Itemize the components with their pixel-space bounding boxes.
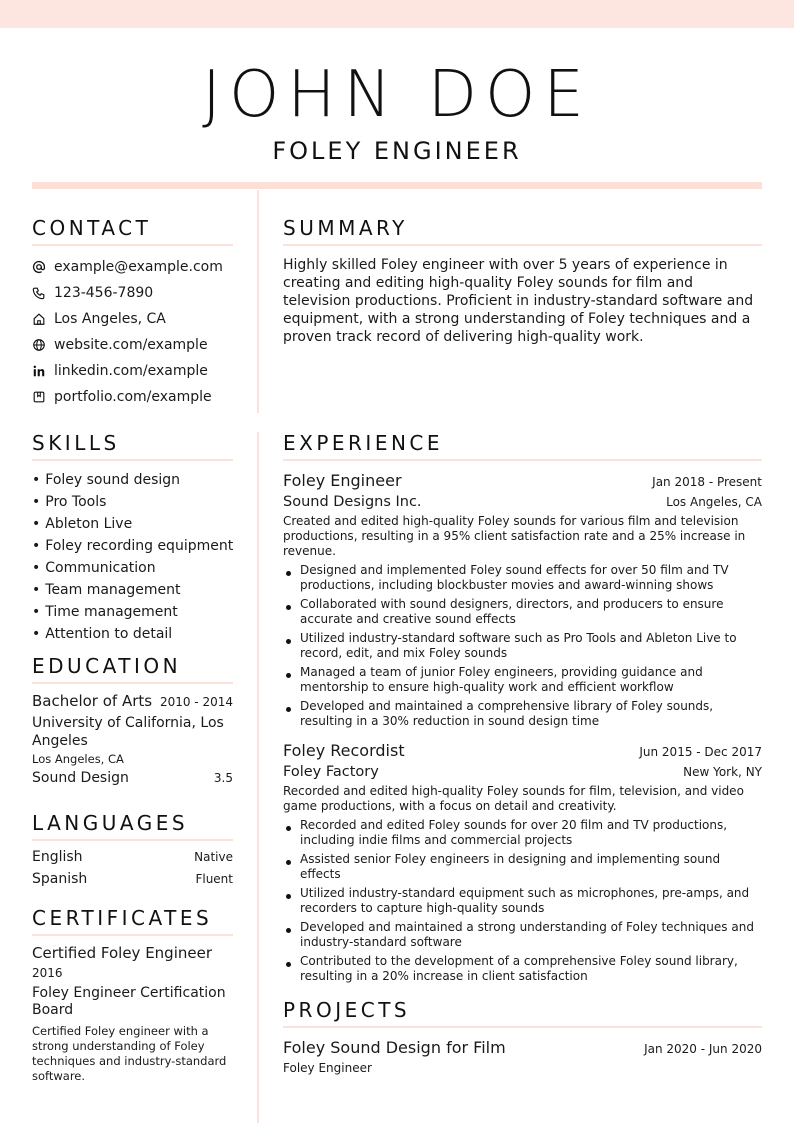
summary-section [283, 216, 762, 346]
education-section [32, 654, 233, 786]
certificates-section [32, 906, 233, 1084]
language-level: Fluent [195, 872, 233, 886]
job-bullet: Managed a team of junior Foley engineers, providing guidance and mentorship to ensure high-quality work and efficient workflow [283, 665, 762, 695]
skill-item: • Time management [32, 601, 233, 623]
job-bullet: Assisted senior Foley engineers in designing and implementing sound effects [283, 852, 762, 882]
column-divider-bottom [257, 432, 259, 1123]
project-dates: Jan 2020 - Jun 2020 [644, 1042, 762, 1056]
language-level: Native [194, 850, 233, 864]
experience-heading: EXPERIENCE [283, 431, 762, 461]
at-icon [32, 260, 46, 274]
contact-location [32, 306, 233, 332]
job-title: Foley Engineer [283, 471, 402, 490]
top-accent-band [0, 0, 794, 28]
phone-icon [32, 286, 46, 300]
experience-section [283, 431, 762, 988]
contact-linkedin-text: linkedin.com/example [54, 363, 208, 379]
contact-email[interactable] [32, 254, 233, 280]
certificates-heading: CERTIFICATES [32, 906, 233, 936]
skills-section [32, 431, 233, 645]
job-bullet: Recorded and edited Foley sounds for over 20 film and TV productions, including indie films and commercial projects [283, 818, 762, 848]
certificate-year: 2016 [32, 966, 63, 980]
projects-heading: PROJECTS [283, 998, 762, 1028]
education-dates: 2010 - 2014 [159, 695, 233, 709]
home-icon [32, 312, 46, 326]
education-heading: EDUCATION [32, 654, 233, 684]
contact-section [32, 216, 233, 410]
portfolio-icon [32, 390, 46, 404]
job-company: Sound Designs Inc. [283, 494, 422, 510]
job-bullets [283, 818, 762, 984]
job-bullet: Developed and maintained a strong understanding of Foley techniques and industry-standard software [283, 920, 762, 950]
contact-portfolio-text: portfolio.com/example [54, 389, 212, 405]
projects-section [283, 998, 762, 1075]
job-entry [283, 741, 762, 984]
skill-item: • Foley sound design [32, 469, 233, 491]
column-divider-top [257, 190, 259, 413]
education-location: Los Angeles, CA [32, 752, 124, 766]
header-divider [32, 182, 762, 189]
job-dates: Jan 2018 - Present [652, 475, 762, 489]
job-bullet: Utilized industry-standard software such as Pro Tools and Ableton Live to record, edit, and mix Foley sounds [283, 631, 762, 661]
language-row [32, 871, 233, 893]
summary-heading: SUMMARY [283, 216, 762, 246]
education-gpa: 3.5 [213, 771, 233, 785]
language-name: Spanish [32, 871, 88, 887]
job-bullet: Utilized industry-standard equipment such as microphones, pre-amps, and recorders to capture high-quality sounds [283, 886, 762, 916]
job-location: New York, NY [683, 765, 762, 779]
candidate-title: FOLEY ENGINEER [272, 137, 522, 165]
job-entry [283, 471, 762, 729]
education-degree: Bachelor of Arts [32, 692, 153, 710]
education-field: Sound Design [32, 770, 129, 786]
job-bullet: Designed and implemented Foley sound effects for over 50 film and TV productions, including blockbuster movies and award-winning shows [283, 563, 762, 593]
job-location: Los Angeles, CA [666, 495, 762, 509]
contact-linkedin[interactable] [32, 358, 233, 384]
contact-portfolio[interactable] [32, 384, 233, 410]
job-bullet: Collaborated with sound designers, directors, and producers to ensure accurate and creative sound effects [283, 597, 762, 627]
contact-phone-text: 123-456-7890 [54, 285, 154, 301]
job-bullet: Developed and maintained a comprehensive library of Foley sounds, resulting in a 30% reduction in sound design time [283, 699, 762, 729]
skill-item: • Foley recording equipment [32, 535, 233, 557]
summary-text: Highly skilled Foley engineer with over 5 years of experience in creating and editing high-quality Foley sounds for film and television productions. Proficient in industry-standard software and equipment, with a strong understanding of Foley techniques and a proven track record of delivering high-quality work. [283, 257, 754, 345]
contact-website-text: website.com/example [54, 337, 208, 353]
project-role: Foley Engineer [283, 1061, 372, 1075]
languages-section [32, 811, 233, 893]
education-school: University of California, Los Angeles [32, 715, 224, 749]
language-row [32, 849, 233, 871]
languages-heading: LANGUAGES [32, 811, 233, 841]
skill-item: • Ableton Live [32, 513, 233, 535]
job-bullets [283, 563, 762, 729]
skill-item: • Pro Tools [32, 491, 233, 513]
contact-location-text: Los Angeles, CA [54, 311, 166, 327]
skill-item: • Communication [32, 557, 233, 579]
skill-item: • Attention to detail [32, 623, 233, 645]
job-dates: Jun 2015 - Dec 2017 [639, 745, 762, 759]
skills-heading: SKILLS [32, 431, 233, 461]
contact-email-text: example@example.com [54, 259, 223, 275]
contact-website[interactable] [32, 332, 233, 358]
candidate-name: JOHN DOE [202, 58, 592, 132]
job-title: Foley Recordist [283, 741, 405, 760]
certificate-issuer: Foley Engineer Certification Board [32, 985, 226, 1018]
job-description: Created and edited high-quality Foley sounds for various film and television productions, resulting in a 95% client satisfaction rate and a 25% increase in revenue. [283, 514, 746, 558]
contact-heading: CONTACT [32, 216, 233, 246]
language-name: English [32, 849, 83, 865]
globe-icon [32, 338, 46, 352]
project-name: Foley Sound Design for Film [283, 1038, 506, 1057]
job-company: Foley Factory [283, 764, 379, 780]
linkedin-icon [32, 364, 46, 378]
skill-item: • Team management [32, 579, 233, 601]
certificate-description: Certified Foley engineer with a strong understanding of Foley techniques and industry-standard software. [32, 1024, 227, 1083]
certificate-name: Certified Foley Engineer [32, 944, 212, 962]
job-bullet: Contributed to the development of a comprehensive Foley sound library, resulting in a 20% increase in client satisfaction [283, 954, 762, 984]
contact-phone[interactable] [32, 280, 233, 306]
job-description: Recorded and edited high-quality Foley sounds for film, television, and video game productions, with a focus on detail and creativity. [283, 784, 744, 813]
